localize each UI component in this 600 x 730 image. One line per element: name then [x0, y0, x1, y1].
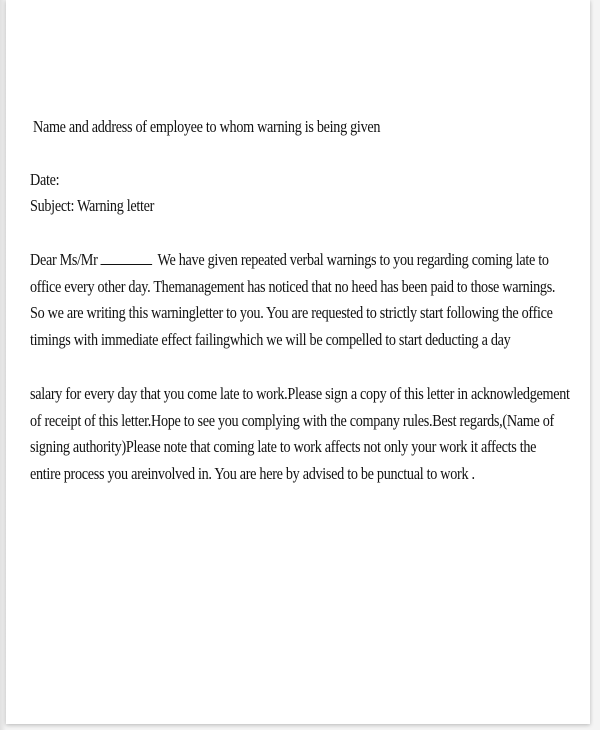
paragraph-1-line-2: office every other day. Themanagement has noticed that no heed has been paid to those warnings.	[30, 276, 556, 296]
paragraph-1-line-4: timings with immediate effect failingwhich we will be compelled to start deducting a day	[30, 329, 511, 349]
name-blank-field	[101, 248, 153, 265]
paragraph-1-line-1: Dear Ms/Mr We have given repeated verbal warnings to you regarding coming late to	[30, 250, 549, 269]
paragraph-2-line-2: of receipt of this letter.Hope to see you complying with the company rules.Best regards,(Name of	[30, 410, 554, 430]
paragraph-2-line-4: entire process you areinvolved in. You are here by advised to be punctual to work .	[30, 463, 475, 483]
salutation: Dear Ms/Mr	[30, 250, 98, 269]
subject-line: Subject: Warning letter	[30, 196, 155, 215]
paragraph-1-line-3: So we are writing this warningletter to you. You are requested to strictly start following the office	[30, 303, 553, 322]
paragraph-2-line-3: signing authority)Please note that coming late to work affects not only your work it affects the	[30, 437, 537, 456]
document-page	[6, 0, 590, 724]
paragraph-2	[30, 381, 570, 487]
paragraph-1	[30, 247, 555, 353]
date-label: Date:	[30, 170, 60, 189]
employee-address-line: Name and address of employee to whom warning is being given	[33, 117, 381, 136]
paragraph-2-line-1: salary for every day that you come late to work.Please sign a copy of this letter in acknowledgement	[30, 384, 570, 403]
